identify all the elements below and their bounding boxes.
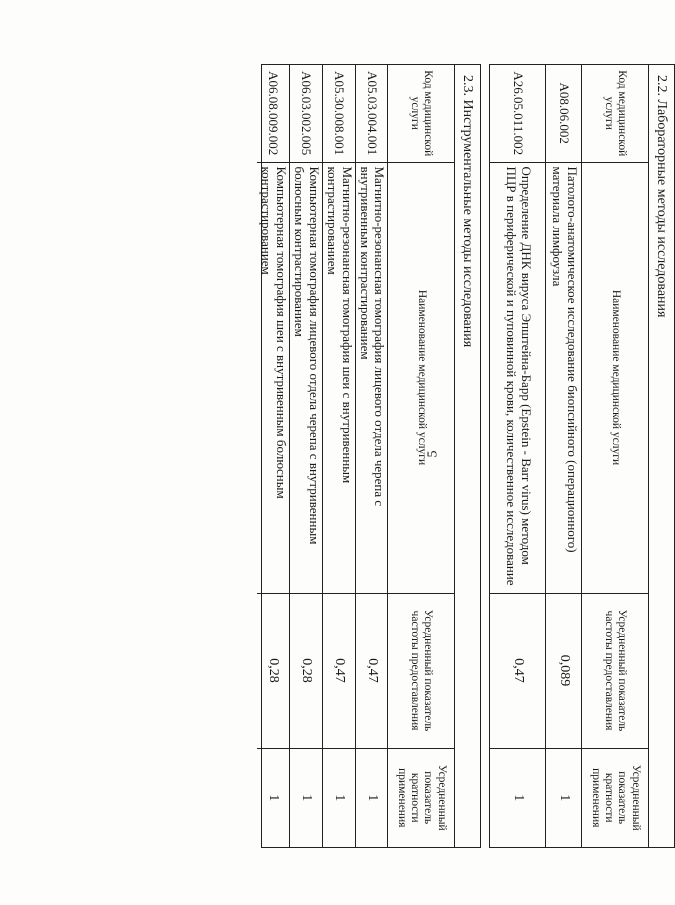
row-name: Патолого-анатомическое исследование биопсийного (операционного) материала лимфоузла	[546, 162, 582, 593]
lab-table	[490, 65, 648, 847]
table-row	[546, 65, 582, 847]
header-name: Наименование медицинской услуги	[582, 162, 648, 593]
section-title: 2.2. Лабораторные методы исследования	[648, 65, 674, 847]
row-name: Определение ДНК вируса Эпштейна-Барр (Epstein - Barr virus) методом ПЦР в периферической и пуповинной крови, количественное исследование	[490, 162, 546, 593]
row-name: Компьютерная томография лицевого отдела черепа с внутривенным болюсным контрастированием	[289, 162, 322, 593]
row-frequency: 0,28	[257, 593, 289, 748]
row-code: A08.06.002	[546, 65, 582, 162]
header-multiplicity: Усредненный показатель кратности применения	[388, 748, 454, 847]
row-code: A26.05.011.002	[490, 65, 546, 162]
table-row	[490, 65, 546, 847]
row-multiplicity: 1	[289, 748, 322, 847]
table-row	[289, 65, 322, 847]
table-row	[322, 65, 355, 847]
row-code: A05.03.004.001	[355, 65, 388, 162]
header-code: Код медицинской услуги	[388, 65, 454, 162]
row-multiplicity: 1	[355, 748, 388, 847]
section-title: 2.3. Инструментальные методы исследования	[454, 65, 480, 847]
instrumental-table	[257, 65, 454, 847]
row-code: A06.03.002.005	[289, 65, 322, 162]
row-frequency: 0,47	[322, 593, 355, 748]
row-name: Компьютерная томография шеи с внутривенным болюсным контрастированием	[257, 162, 289, 593]
header-frequency: Усредненный показатель частоты предоставления	[388, 593, 454, 748]
row-multiplicity: 1	[322, 748, 355, 847]
section-lab-methods	[489, 64, 675, 848]
section-instrumental-methods	[258, 64, 481, 848]
row-name: Магнитно-резонансная томография лицевого отдела черепа с внутривенным контрастированием	[355, 162, 388, 593]
row-name: Магнитно-резонансная томография шеи с внутривенным контрастированием	[322, 162, 355, 593]
row-frequency: 0,28	[289, 593, 322, 748]
header-row	[388, 65, 454, 847]
row-multiplicity: 1	[257, 748, 289, 847]
row-code: A05.30.008.001	[322, 65, 355, 162]
row-frequency: 0,47	[355, 593, 388, 748]
header-multiplicity: Усредненный показатель кратности применения	[582, 748, 648, 847]
row-multiplicity: 1	[546, 748, 582, 847]
header-code: Код медицинской услуги	[582, 65, 648, 162]
header-row	[582, 65, 648, 847]
header-name: Наименование медицинской услуги	[388, 162, 454, 593]
table-row	[355, 65, 388, 847]
rotated-content	[75, 64, 675, 848]
row-frequency: 0,089	[546, 593, 582, 748]
row-code: A06.08.009.002	[257, 65, 289, 162]
row-multiplicity: 1	[490, 748, 546, 847]
header-frequency: Усредненный показатель частоты предоставления	[582, 593, 648, 748]
page-number: 5	[425, 450, 441, 458]
table-row	[257, 65, 289, 847]
row-frequency: 0,47	[490, 593, 546, 748]
